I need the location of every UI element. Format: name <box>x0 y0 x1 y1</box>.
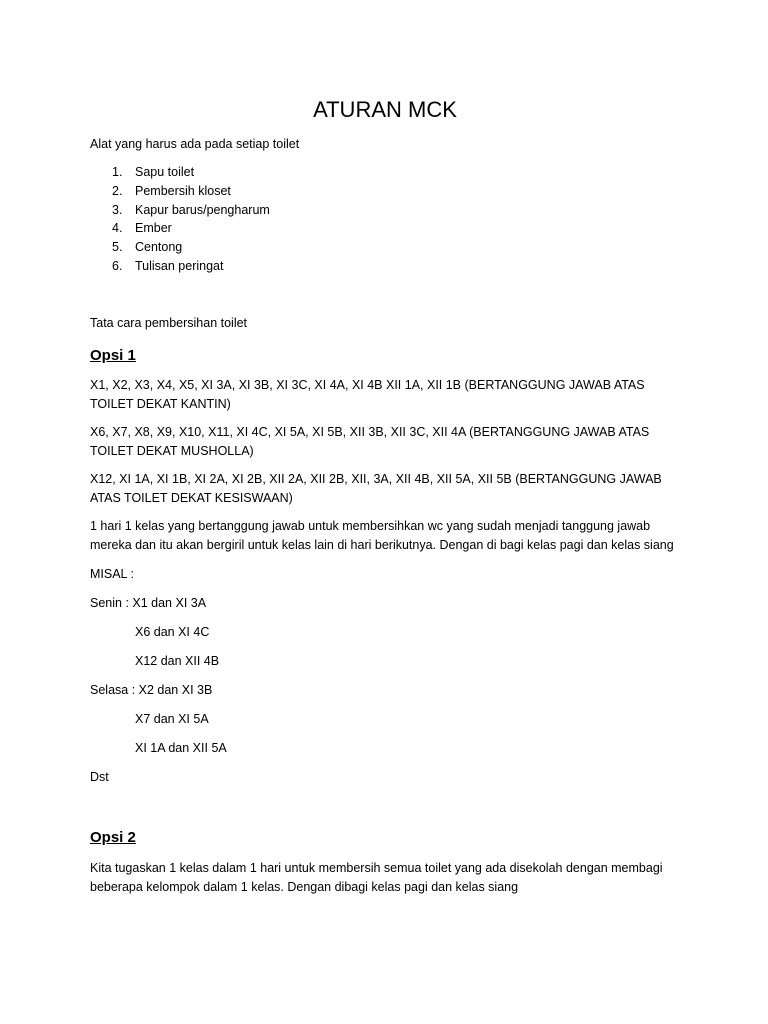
list-item <box>90 257 680 276</box>
list-text: Centong <box>135 240 183 255</box>
list-number: 5. <box>112 240 123 255</box>
schedule-senin: Senin : X1 dan XI 3A <box>90 595 207 610</box>
list-item <box>90 219 680 238</box>
schedule-senin-2: X6 dan XI 4C <box>135 624 210 639</box>
schedule-selasa: Selasa : X2 dan XI 3B <box>90 682 213 697</box>
schedule-selasa-2: X7 dan XI 5A <box>135 711 209 726</box>
list-item <box>90 163 680 182</box>
tata-cara-heading: Tata cara pembersihan toilet <box>90 315 248 330</box>
list-text: Tulisan peringat <box>135 258 224 273</box>
list-text: Ember <box>135 221 172 236</box>
list-number: 1. <box>112 165 123 179</box>
opsi2-heading: Opsi 2 <box>90 828 136 846</box>
tools-intro: Alat yang harus ada pada setiap toilet <box>90 137 300 151</box>
list-number: 3. <box>112 202 123 217</box>
list-text: Sapu toilet <box>135 165 195 179</box>
list-number: 4. <box>112 221 123 236</box>
document-title: ATURAN MCK <box>313 97 457 122</box>
opsi1-group-3: X12, XI 1A, XI 1B, XI 2A, XI 2B, XII 2A, XII 2B, XII, 3A, XII 4B, XII 5A, XII 5B (BERTANGGUNG JAWAB ATAS TOILET DEKAT KESISWAAN) <box>90 471 662 505</box>
schedule-senin-3: X12 dan XII 4B <box>135 653 220 668</box>
misal-label: MISAL : <box>90 566 134 581</box>
tools-list <box>90 163 680 276</box>
schedule-selasa-3: XI 1A dan XII 5A <box>135 740 227 755</box>
list-text: Kapur barus/pengharum <box>135 202 270 217</box>
dst-label: Dst <box>90 769 109 784</box>
opsi1-group-2: X6, X7, X8, X9, X10, X11, XI 4C, XI 5A, XI 5B, XII 3B, XII 3C, XII 4A (BERTANGGUNG JAWAB ATAS TOILET DEKAT MUSHOLLA) <box>90 424 650 458</box>
opsi2-description: Kita tugaskan 1 kelas dalam 1 hari untuk membersih semua toilet yang ada disekolah dengan membagi beberapa kelompok dalam 1 kelas. Dengan dibagi kelas pagi dan kelas siang <box>90 860 663 894</box>
list-number: 2. <box>112 183 123 198</box>
opsi1-description: 1 hari 1 kelas yang bertanggung jawab untuk membersihkan wc yang sudah menjadi tanggung jawab mereka dan itu akan bergiril untuk kelas lain di hari berikutnya. Dengan di bagi kelas pagi dan kelas siang <box>90 518 674 552</box>
opsi1-group-1: X1, X2, X3, X4, X5, XI 3A, XI 3B, XI 3C, XI 4A, XI 4B XII 1A, XII 1B (BERTANGGUNG JAWAB ATAS TOILET DEKAT KANTIN) <box>90 377 645 411</box>
list-item <box>90 182 680 201</box>
opsi1-heading: Opsi 1 <box>90 346 136 364</box>
list-number: 6. <box>112 258 123 273</box>
list-item <box>90 201 680 220</box>
list-item <box>90 238 680 257</box>
list-text: Pembersih kloset <box>135 183 231 198</box>
